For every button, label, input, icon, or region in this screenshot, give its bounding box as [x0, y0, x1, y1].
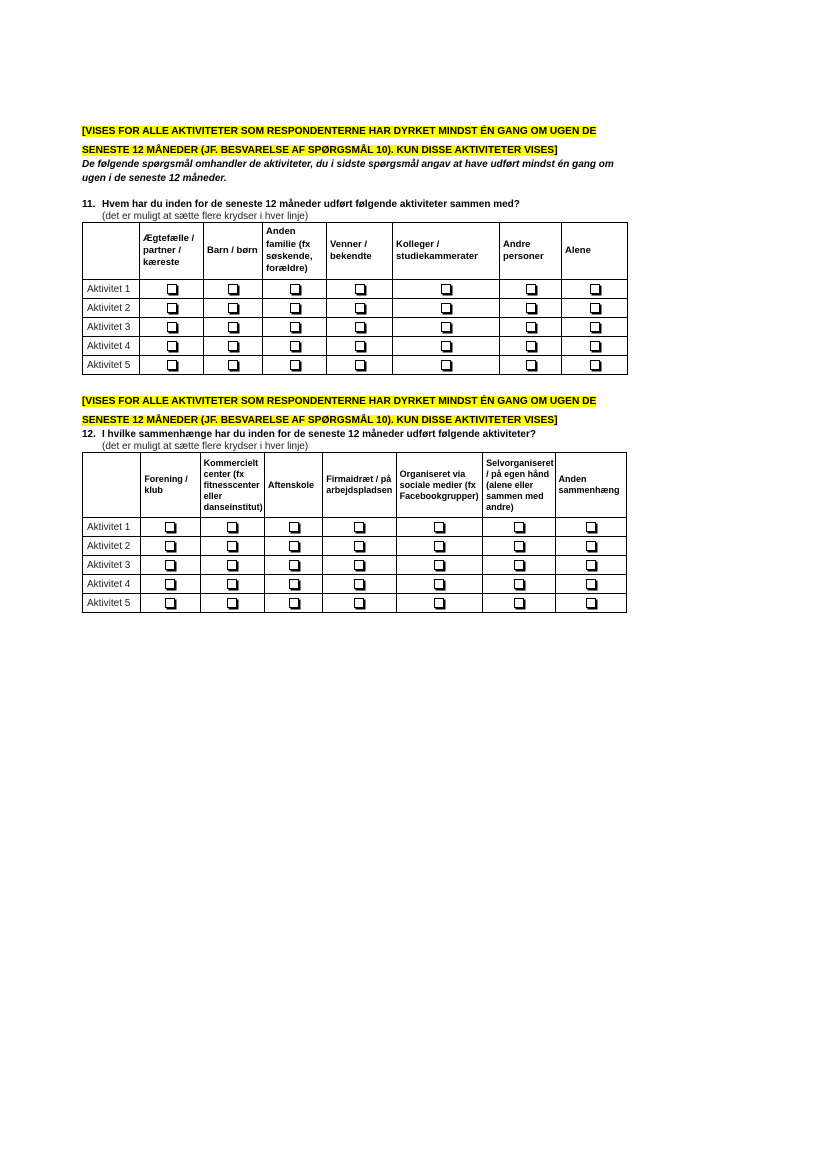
checkbox-cell: [263, 356, 327, 375]
checkbox[interactable]: [514, 541, 524, 551]
row-label: Aktivitet 1: [83, 518, 141, 537]
corner-cell: [83, 453, 141, 518]
checkbox[interactable]: [165, 522, 175, 532]
checkbox-cell: [562, 280, 628, 299]
checkbox-cell: [200, 537, 264, 556]
checkbox-cell: [555, 537, 626, 556]
column-header: Aftenskole: [264, 453, 322, 518]
checkbox[interactable]: [514, 579, 524, 589]
checkbox[interactable]: [228, 341, 238, 351]
column-header: Selvorganiseret / på egen hånd (alene eller sammen med andre): [483, 453, 555, 518]
checkbox-cell: [393, 299, 500, 318]
instruction-text: [VISES FOR ALLE AKTIVITETER SOM RESPONDENTERNE HAR DYRKET MINDST ÉN GANG OM UGEN DE SENESTE 12 MÅNEDER (JF. BESVARELSE AF SPØRGSMÅL 10). KUN DISSE AKTIVITETER VISES]: [82, 396, 597, 426]
checkbox-cell: [140, 337, 204, 356]
section-q12: [82, 391, 627, 613]
question-text: I hvilke sammenhænge har du inden for de seneste 12 måneder udført følgende aktiviteter?: [102, 429, 536, 440]
question-note: (det er muligt at sætte flere krydser i hver linje): [102, 211, 309, 222]
table-row: [83, 318, 628, 337]
checkbox-cell: [141, 594, 200, 613]
checkbox-cell: [141, 518, 200, 537]
checkbox[interactable]: [526, 322, 536, 332]
checkbox-cell: [140, 318, 204, 337]
checkbox[interactable]: [228, 322, 238, 332]
column-header: Kommercielt center (fx fitnesscenter eller danseinstitut): [200, 453, 264, 518]
checkbox-cell: [141, 556, 200, 575]
checkbox-cell: [483, 556, 555, 575]
checkbox[interactable]: [290, 322, 300, 332]
instruction-block: [82, 391, 617, 428]
row-label: Aktivitet 4: [83, 337, 140, 356]
checkbox[interactable]: [167, 322, 177, 332]
column-header: Ægtefælle / partner / kæreste: [140, 223, 204, 280]
checkbox[interactable]: [167, 303, 177, 313]
header-row: [83, 223, 628, 280]
checkbox-cell: [323, 518, 396, 537]
column-header: Kolleger / studiekammerater: [393, 223, 500, 280]
row-label: Aktivitet 3: [83, 556, 141, 575]
checkbox-cell: [562, 356, 628, 375]
checkbox-cell: [555, 556, 626, 575]
table-body: [83, 518, 627, 613]
checkbox-cell: [141, 537, 200, 556]
checkbox[interactable]: [590, 360, 600, 370]
checkbox-cell: [393, 318, 500, 337]
row-label: Aktivitet 5: [83, 594, 141, 613]
checkbox[interactable]: [290, 341, 300, 351]
checkbox-cell: [562, 337, 628, 356]
checkbox[interactable]: [228, 284, 238, 294]
question-11: [82, 198, 627, 211]
checkbox[interactable]: [586, 579, 596, 589]
checkbox-cell: [327, 299, 393, 318]
checkbox-cell: [204, 299, 263, 318]
row-label: Aktivitet 2: [83, 537, 141, 556]
checkbox-cell: [323, 537, 396, 556]
checkbox-cell: [396, 594, 482, 613]
checkbox-cell: [140, 356, 204, 375]
checkbox-cell: [263, 337, 327, 356]
checkbox-cell: [204, 318, 263, 337]
checkbox-cell: [500, 280, 562, 299]
checkbox-cell: [555, 594, 626, 613]
checkbox[interactable]: [165, 579, 175, 589]
question-text: Hvem har du inden for de seneste 12 måneder udført følgende aktiviteter sammen med?: [102, 199, 520, 210]
checkbox[interactable]: [227, 560, 237, 570]
table-row: [83, 575, 627, 594]
table-row: [83, 518, 627, 537]
checkbox-cell: [204, 280, 263, 299]
checkbox[interactable]: [586, 560, 596, 570]
checkbox-cell: [140, 299, 204, 318]
intro-text: De følgende spørgsmål omhandler de aktiviteter, du i sidste spørgsmål angav at have udført mindst én gang om ugen i de seneste 12 måneder.: [82, 159, 614, 184]
section-q11: [82, 121, 627, 375]
question-number: 12.: [82, 429, 96, 440]
checkbox-cell: [500, 337, 562, 356]
checkbox[interactable]: [434, 522, 444, 532]
checkbox[interactable]: [289, 598, 299, 608]
checkbox-cell: [200, 556, 264, 575]
checkbox-cell: [264, 537, 322, 556]
row-label: Aktivitet 3: [83, 318, 140, 337]
checkbox-cell: [396, 537, 482, 556]
column-header: Anden familie (fx søskende, forældre): [263, 223, 327, 280]
checkbox[interactable]: [586, 522, 596, 532]
checkbox[interactable]: [434, 598, 444, 608]
question-note: (det er muligt at sætte flere krydser i hver linje): [102, 441, 309, 452]
checkbox-cell: [140, 280, 204, 299]
table-row: [83, 537, 627, 556]
checkbox[interactable]: [167, 284, 177, 294]
checkbox-cell: [264, 556, 322, 575]
checkbox[interactable]: [441, 360, 451, 370]
checkbox[interactable]: [228, 303, 238, 313]
checkbox-cell: [323, 556, 396, 575]
checkbox[interactable]: [434, 560, 444, 570]
header-row: [83, 453, 627, 518]
checkbox-cell: [500, 318, 562, 337]
column-header: Venner / bekendte: [327, 223, 393, 280]
question-number: 11.: [82, 199, 96, 210]
checkbox[interactable]: [590, 322, 600, 332]
column-header: Barn / børn: [204, 223, 263, 280]
column-header: Forening / klub: [141, 453, 200, 518]
checkbox-cell: [200, 575, 264, 594]
checkbox[interactable]: [289, 579, 299, 589]
checkbox[interactable]: [354, 598, 364, 608]
checkbox[interactable]: [354, 579, 364, 589]
column-header: Organiseret via sociale medier (fx Facebookgrupper): [396, 453, 482, 518]
checkbox-cell: [393, 280, 500, 299]
checkbox[interactable]: [355, 322, 365, 332]
checkbox[interactable]: [590, 303, 600, 313]
checkbox[interactable]: [289, 560, 299, 570]
checkbox[interactable]: [354, 522, 364, 532]
matrix-table-q12: [82, 452, 627, 613]
checkbox[interactable]: [167, 360, 177, 370]
checkbox-cell: [483, 594, 555, 613]
table-row: [83, 356, 628, 375]
checkbox-cell: [200, 594, 264, 613]
checkbox[interactable]: [434, 579, 444, 589]
checkbox[interactable]: [227, 541, 237, 551]
corner-cell: [83, 223, 140, 280]
table-row: [83, 337, 628, 356]
checkbox[interactable]: [165, 598, 175, 608]
checkbox-cell: [327, 337, 393, 356]
checkbox-cell: [264, 594, 322, 613]
checkbox-cell: [500, 299, 562, 318]
checkbox-cell: [327, 318, 393, 337]
checkbox[interactable]: [290, 284, 300, 294]
checkbox[interactable]: [526, 341, 536, 351]
checkbox-cell: [555, 575, 626, 594]
row-label: Aktivitet 4: [83, 575, 141, 594]
checkbox-cell: [396, 575, 482, 594]
table-row: [83, 280, 628, 299]
checkbox-cell: [327, 280, 393, 299]
checkbox[interactable]: [526, 284, 536, 294]
checkbox[interactable]: [228, 360, 238, 370]
checkbox-cell: [396, 518, 482, 537]
checkbox-cell: [555, 518, 626, 537]
checkbox[interactable]: [165, 541, 175, 551]
checkbox[interactable]: [165, 560, 175, 570]
checkbox-cell: [141, 575, 200, 594]
row-label: Aktivitet 1: [83, 280, 140, 299]
checkbox-cell: [327, 356, 393, 375]
checkbox-cell: [263, 299, 327, 318]
checkbox-cell: [562, 318, 628, 337]
checkbox-cell: [200, 518, 264, 537]
checkbox-cell: [323, 594, 396, 613]
table-row: [83, 594, 627, 613]
checkbox-cell: [396, 556, 482, 575]
column-header: Alene: [562, 223, 628, 280]
column-header: Firmaidræt / på arbejdspladsen: [323, 453, 396, 518]
checkbox-cell: [393, 337, 500, 356]
checkbox[interactable]: [355, 284, 365, 294]
checkbox[interactable]: [590, 341, 600, 351]
instruction-text: [VISES FOR ALLE AKTIVITETER SOM RESPONDENTERNE HAR DYRKET MINDST ÉN GANG OM UGEN DE SENESTE 12 MÅNEDER (JF. BESVARELSE AF SPØRGSMÅL 10). KUN DISSE AKTIVITETER VISES]: [82, 126, 597, 156]
checkbox-cell: [264, 575, 322, 594]
checkbox[interactable]: [441, 341, 451, 351]
checkbox-cell: [263, 318, 327, 337]
checkbox[interactable]: [354, 560, 364, 570]
table-row: [83, 556, 627, 575]
checkbox[interactable]: [167, 341, 177, 351]
checkbox[interactable]: [441, 322, 451, 332]
checkbox-cell: [500, 356, 562, 375]
checkbox[interactable]: [355, 341, 365, 351]
checkbox-cell: [483, 575, 555, 594]
checkbox[interactable]: [290, 303, 300, 313]
checkbox-cell: [562, 299, 628, 318]
checkbox[interactable]: [441, 303, 451, 313]
checkbox-cell: [263, 280, 327, 299]
checkbox[interactable]: [526, 303, 536, 313]
checkbox[interactable]: [289, 541, 299, 551]
checkbox[interactable]: [526, 360, 536, 370]
checkbox[interactable]: [227, 598, 237, 608]
checkbox-cell: [393, 356, 500, 375]
row-label: Aktivitet 5: [83, 356, 140, 375]
checkbox[interactable]: [290, 360, 300, 370]
checkbox[interactable]: [441, 284, 451, 294]
matrix-table-q11: [82, 222, 628, 375]
checkbox[interactable]: [354, 541, 364, 551]
table-body: [83, 280, 628, 375]
checkbox[interactable]: [355, 360, 365, 370]
checkbox-cell: [483, 537, 555, 556]
column-header: Anden sammenhæng: [555, 453, 626, 518]
checkbox-cell: [204, 337, 263, 356]
checkbox[interactable]: [355, 303, 365, 313]
checkbox-cell: [204, 356, 263, 375]
column-header: Andre personer: [500, 223, 562, 280]
row-label: Aktivitet 2: [83, 299, 140, 318]
question-12: [82, 428, 627, 441]
checkbox[interactable]: [586, 598, 596, 608]
checkbox[interactable]: [590, 284, 600, 294]
checkbox[interactable]: [289, 522, 299, 532]
checkbox-cell: [264, 518, 322, 537]
checkbox[interactable]: [514, 522, 524, 532]
checkbox[interactable]: [586, 541, 596, 551]
instruction-block: [82, 121, 617, 158]
checkbox[interactable]: [514, 598, 524, 608]
checkbox-cell: [483, 518, 555, 537]
checkbox[interactable]: [227, 579, 237, 589]
table-row: [83, 299, 628, 318]
checkbox[interactable]: [227, 522, 237, 532]
checkbox-cell: [323, 575, 396, 594]
checkbox[interactable]: [434, 541, 444, 551]
checkbox[interactable]: [514, 560, 524, 570]
